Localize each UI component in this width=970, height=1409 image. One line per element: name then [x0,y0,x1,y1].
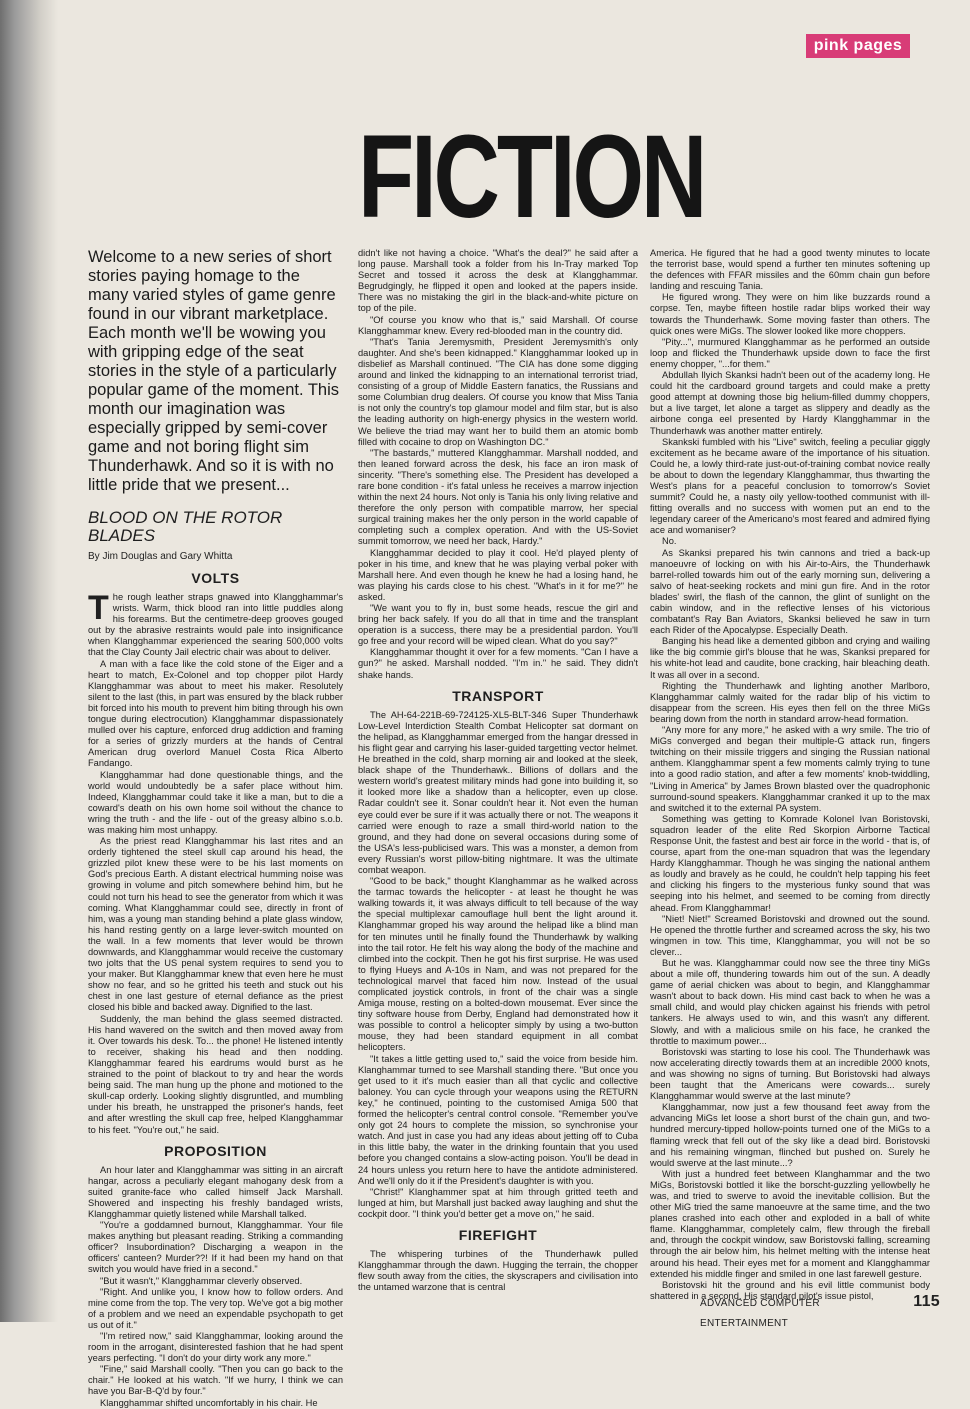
paragraph: "Niet! Niet!" Screamed Boristovski and drowned out the sound. He opened the throttle further and screamed across the sky, his two wingmen in tow. This time, Klangghammar, you will not be so clever... [650,913,930,957]
section-heading-transport: TRANSPORT [452,687,544,704]
paragraph: No. [662,536,677,547]
paragraph: didn't like not having a choice. "What's the deal?" he said after a long pause. Marshall took a folder from his In-Tray marked Top Secret and tossed it across the desk at Klangghammar. Begrudgingly, he flipped it open and looked at the papers inside. There was no mistaking the girl in the black-and-white picture on top of the pile. [358,248,638,314]
paragraph: "The bastards," muttered Klangghammar. Marshall nodded, and then leaned forward across the desk, his face an iron mask of sincerity. "There's something else. The President has developed a rare bone condition - it's fatal unless he receives a marrow injection within the next 24 hours. Not only is Tania his only living relative and therefore the only person with compatible marrow, her special surgical training makes her the only person in the world capable of completing such a complex operation. And with the US-Soviet summit tomorrow, we need her back, Hardy." [358,447,638,547]
paragraph: Boristovski was starting to lose his cool. The Thunderhawk was now accelerating directly towards them at an incredible 2000 knots, and was showing no signs of turning. But Boristovski had always been taught that the Americans were cowards... surely Klangghammar would swerve at the last minute? [650,1046,930,1102]
paragraph: But he was. Klangghammar could now see the three tiny MiGs about a mile off, thundering towards him out of the sun. A deadly game of aerial chicken was about to begin, and Klangghammar wasn't about to back down. His mind cast back to when he was a small child, and would play chicken against his friends with petrol tankers. He always used to win, and this wasn't any different. Slowly, and with a malicious smile on his face, he cranked the throttle to maximum power... [650,958,930,1046]
paragraph: America. He figured that he had a good twenty minutes to locate the terrorist base, would spend a further ten minutes softening up the defences with FFAR missiles and the 60mm chain gun before landing and rescuing Tania. [650,248,930,292]
paragraph: "But it wasn't," Klangghammar cleverly observed. [100,1275,303,1286]
paragraph: Klangghammar shifted uncomfortably in his chair. He [100,1397,318,1408]
paragraph: "You're a goddamned burnout, Klangghammar. Your file makes anything but pleasant reading. Striking a commanding officer? Insubordination? Discharging a weapon in the officers' canteen? Murder??! If it had been my hand on that switch you would have fried in a second." [88,1220,343,1275]
paragraph: A man with a face like the cold stone of the Eiger and a heart to match, Ex-Colonel and top chopper pilot Hardy Klangghammar was about to meet his maker. Resolutely silent to the last (this, in part was ensured by the black rubber bit forced into his mouth to prevent him biting through his own tongue during electrocution) Klangghammar dispassionately mulled over his capture, enforced drug addiction and framing for a series of grizzly murders at the hands of Central American drug overlord Manuel Costa Rica Alberto Fandango. [88,658,343,769]
paragraph: As the priest read Klangghammar his last rites and an orderly tightened the steel skull cap around his head, the grizzled pilot knew these were to be his last moments on God's precious Earth. A distant electrical humming noise was growing in volume and pitch somewhere behind him, but he could not turn his head to see the generator from which it was coming. What Klangghammar could see, directly in front of him, was a young man standing behind a plate glass window, his hand resting gently on a large lever-switch mounted on the wall. In a few moments that lever would be thrown downwards, and Klangghammar would receive the customary two jolts that the US penal system requires to send you to your maker. But Klangghammar knew that even here he must show no fear, and so he gritted his teeth and stuck out his chest in one last gesture of eternal defiance as the priest closed his bible and backed away. Dignified to the last. [88,836,343,1013]
paragraph: Righting the Thunderhawk and lighting another Marlboro, Klangghammar calmly waited for the radar blip of his victim to disappear from the screen. His eyes then fell on the three MiGs bearing down from the north in standard arrow-head formation. [650,680,930,724]
page-number: 115 [913,1293,940,1310]
column-1 [88,248,343,1408]
paragraph: With just a hundred feet between Klanghammar and the two MiGs, Boristovski bottled it like the borscht-guzzling yellowbelly he was, and tried to swerve to avoid the inevitable collision. But the other MiG tried the same manoeuvre at the same time, and the two planes crashed into each other and exploded in a ball of white flame. Klangghammar, completely calm, flew through the fireball and, through the cockpit window, saw Boristovski falling, screaming through the air below him, his helmet melting with the intense heat around his head. Their eyes met for a moment and Klangghammar extended his middle finger and smiled in one last farewell gesture. [650,1168,930,1279]
section-heading-volts: VOLTS [191,570,240,586]
paragraph: Klangghammar, now just a few thousand feet away from the advancing MiGs let loose a short burst of the chain gun, and two-hundred mercury-tipped hollow-points turned one of the MiGs to a flaming wreck that fell out of the sky like a dead bird. Boristovski and his remaining wingman, flinched but pushed on. Surely he would swerve at the last minute...? [650,1102,930,1168]
paragraph: "I'm retired now," said Klangghammar, looking around the room in the arrogant, disinterested fashion that he had spent years perfecting. "I don't do your dirty work any more." [88,1331,343,1364]
story-title: BLOOD ON THE ROTOR BLADES [88,508,283,545]
paragraph: As Skanksi prepared his twin cannons and tried a back-up manoeuvre of locking on with his Air-to-Airs, the Thunderhawk barrel-rolled towards him out of the early morning sun, delivering a salvo of heat-seeking rockets and mini gun fire. And in the rotor blades' swirl, the flash of the cannon, the glint of sunlight on the cabin window, and in the reflective lenses of his victorious combatant's Ray Ban Aviators, Skanksi believed he saw in turn each Rider of the Apocalypse. Especially Death. [650,547,930,636]
drop-cap: T [88,589,109,627]
paragraph: "Good to be back," thought Klanghammar as he walked across the tarmac towards the helicopter - at least he thought he was walking towards it, it was always difficult to tell because of the way the special multiplexar camouflage hull bent the light around it. Klanghammar groped his way around the helipad like a blind man for ten minutes until he finally found the Thunderhawk by walking into the tail rotor. He felt his way along the body of the machine and climbed into the cockpit. Then he got his first surprise. He was used to flying Hueys and A-10s in Nam, and was not prepared for the technological marvel that faced him now. Instead of the usual complicated joystick controls, in front of the chair was a single Amiga mouse, resting on a bolted-down mousemat. Ever since the tiny software house from Derby, England had demonstrated how it was possible to control a helicopter simply by using a two-button mouse, they had been standard equipment in all combat helicopters. [358,876,638,1053]
paragraph: The whispering turbines of the Thunderhawk pulled Klangghammar through the dawn. Hugging the terrain, the chopper flew south away from the cities, the skyscrapers and civilisation into the untamed warzone that is central [358,1248,638,1293]
paragraph [88,589,343,659]
column-2 [358,248,638,1293]
paragraph: Abdullah Ilyich Skanksi hadn't been out of the academy long. He could hit the cardboard ground targets and could make a pretty good attempt at downing those big helium-filled dummy choppers, but a live target, let alone a target as slippery and deadly as the airbone conga eel presented by Hardy Klangghammar in the Thunderhawk was another matter entirely. [650,370,930,436]
paragraph: "Of course you know who that is," said Marshall. Of course Klangghammar knew. Every red-blooded man in the country did. [358,314,638,336]
page-footer [700,1292,940,1329]
paragraph: Skankski fumbled with his "Live" switch, feeling a peculiar giggly excitement as he became aware of the importance of his situation. Could he, a lowly third-rate just-out-of-training combat novice really be about to down the legendary Klangghammar, thus thwarting the West's plans for a peaceful conclusion to tomorrow's Soviet summit? Could he, a nasty oily yellow-toothed communist with ill-fitting overalls and no success with women put an end to the legendary career of the Americano's most feared and admired flying ace and womaniser? [650,436,930,536]
paragraph: He figured wrong. They were on him like buzzards round a corpse. Ten, maybe fifteen hostile radar blips worked their way towards the Thunderhawk. Some moving faster than others. The quick ones were MiGs. The slower looked like more choppers. [650,292,930,336]
intro-text: Welcome to a new series of short stories paying homage to the many varied styles of game genre found in our vibrant marketplace. Each month we'll be wowing you with gripping edge of the seat stories in the style of a particularly popular game of the moment. This month our imagination was especially gripped by semi-cover game and not boring flight sim Thunderhawk. And so it is with no little pride that we present... [88,248,339,494]
paragraph: "Any more for any more," he asked with a wry smile. The trio of MiGs converged and began their multiple-G attack run, fingers twitching on their missile triggers and singing the Russian national anthem. Klangghammar spent a few moments calmly trying to tune into a good radio station, and after a few moments' knob-twiddling, "Living in America" by James Brown blasted over the quadrophonic surround-sound speakers. Klangghammar cranked it up to the max and switched it to the external PA system. [650,725,930,813]
section-heading-proposition: PROPOSITION [164,1142,267,1159]
page-title: FICTION [358,111,705,243]
paragraph: "Fine," said Marshall coolly. "Then you can go back to the chair." He looked at his watch. "If we hurry, I think we can have you Bar-B-Q'd by four." [88,1364,343,1397]
section-tag: pink pages [806,34,910,58]
paragraph: Banging his head like a demented gibbon and crying and wailing like the big commie girl's blouse that he was, Skanksi prepared for his white-hot lead and caudite, bone cracking, hair bleaching death. It was all over in a second. [650,636,930,680]
paragraph: Something was getting to Komrade Kolonel Ivan Boristovski, squadron leader of the elite Red Skorpion Airborne Tactical Response Unit, the fastest and best air force in the world - that is, of course, apart from the one-man squadron that was the legendary Hardy Klangghammar. Though he was singing the national anthem as loudly and bravely as he could, he couldn't help tapping his feet and clicking his fingers to the mysterious funky sound that was seeping into his helmet, and seemed to be coming from directly ahead. From Klangghammar! [650,813,930,913]
column-3 [650,248,930,1301]
paragraph: "It takes a little getting used to," said the voice from beside him. Klanghammar turned to see Marshall standing there. "But once you get used to it it's much easier than all that cyclic and collective baloney. You can cycle through your weapons using the RETURN key," he continued, pointing to the customised Amiga 500 that formed the helicopter's central control console. "Remember you've only got 24 hours to complete the mission, so synchronise your watch. And just in case you had any ideas about jetting off to Cuba in this little baby, the water in the drinking fountain that you used before you changed contains a slow-acting poison. You'll be dead in 24 hours unless you return here to have the antidote administered. And we'll only do it if the President's daughter is with you. [358,1053,638,1186]
paragraph: "We want you to fly in, bust some heads, rescue the girl and bring her back safely. If you do all that in time and the transplant operation is a success, there may be a presidential pardon. You'll go free and your record will be wiped clean. What do you say?" [358,603,638,647]
paragraph: "Pity...", murmured Klangghammar as he performed an outside loop and flicked the Thunderhawk upside down to face the first enemy chopper, "...for them." [650,336,930,369]
paragraph: Boristovski hit the ground and his evil little communist body shattered in a second. His standard pilot's issue pistol, [650,1279,930,1301]
paragraph: "That's Tania Jeremysmith, President Jeremysmith's only daughter. And she's been kidnapped." Klangghammar looked up in disbelief as Marshall continued. "The CIA has done some digging around and linked the kidnapping to an international terrorist triad, consisting of a group of Middle Eastern fanatics, the Russians and some Columbian drug dealers. Of course you know that Miss Tania is not only the country's top glamour model and film star, but is also the leading authority on high-energy physics in the western world. We believe the triad may want her to build them an atomic bomb filled with cocaine to drop on Washington DC." [358,336,638,447]
paragraph: "Right. And unlike you, I know how to follow orders. And mine come from the top. The very top. We've got a big mother of a problem and we need an expendable psychopath to get us out of it." [88,1286,343,1330]
paragraph: Klangghammar had done questionable things, and the world would undoubtedly be a safer place without him. Indeed, Klangghammar could take it like a man, but to die a coward's death on his own home soil without the chance to wring the truth - and the life - out of the greasy albino s.o.b. was making him most unhappy. [88,769,343,835]
section-heading-firefight: FIREFIGHT [458,1226,538,1243]
byline: By Jim Douglas and Gary Whitta [88,551,233,562]
page-spine-shadow [0,0,58,1322]
magazine-name: ADVANCED COMPUTER ENTERTAINMENT [700,1298,820,1329]
paragraph: "Christ!" Klanghammer spat at him through gritted teeth and lunged at him, but Marshall just backed away laughing and shut the cockpit door. "I think you'd better get a move on," he said. [358,1186,638,1219]
paragraph: The AH-64-221B-69-724125-XL5-BLT-346 Super Thunderhawk Low-Level Interdiction Stealth Combat Helicopter sat dormant on the helipad, as Klangghammar emerged from the hangar dressed in his flight gear and carrying his laser-guided targetting vector helmet. He breathed in the cold, sharp morning air and looked at the sleek, black shape of the Thunderhawk.. Billions of dollars and the western world's greatest military minds had gone into building it, so it looked more like a shadow than a helicopter, even up close. Radar couldn't see it. Sonar couldn't hear it. Not even the human eye could ever be sure if it was actually there or not. The weapons it carried were enough to raze a small third-world nation to the ground, and they had done on several occasions during some of the USA's less-publicised wars. This was a monster, a demon from every Russian's worst pillow-biting nightmare. It was the ultimate combat weapon. [358,709,638,875]
paragraph-text: he rough leather straps gnawed into Klangghammar's wrists. Warm, thick blood ran into little puddles along his forearms. But the centimetre-deep grooves gouged out by the abrasive restraints would pale into insignificance when Klangghammar experienced the searing 500,000 volts that the Clay County Jail electric chair was about to deliver. [88,592,343,658]
paragraph: Klangghammar decided to play it cool. He'd played plenty of poker in his time, and knew that he was playing verbal poker with Marshall here. And even though he knew he had a losing hand, he was playing his cards close to his chest. "What's in it for me?" he asked. [358,547,638,602]
paragraph: Suddenly, the man behind the glass seemed distracted. His hand wavered on the switch and then moved away from it. Over towards his desk. To... the phone! He listened intently to receiver, shaking his head and then nodding. Klangghammar feared his eardrums would burst as he strained to the point of blackout to try and hear the words being said. The man hung up the phone and motioned to the skull-cap orderly. Looking slightly disgruntled, and mumbling under his breath, he unstrapped the prisoner's hands, feet and after wrestling the skull cap free, helped Klangghammar to his feet. "You're out," he said. [88,1013,343,1135]
paragraph: An hour later and Klangghammar was sitting in an aircraft hangar, across a peculiarly elegant mahogany desk from a suited granite-face who called himself Jack Marshall. Showered and inspecting his freshly bandaged wrists, Klangghammar quietly listened while Marshall talked. [88,1164,343,1219]
paragraph: Klangghammar thought it over for a few moments. "Can I have a gun?" he asked. Marshall nodded. "I'm in." he said. They didn't shake hands. [358,647,638,680]
